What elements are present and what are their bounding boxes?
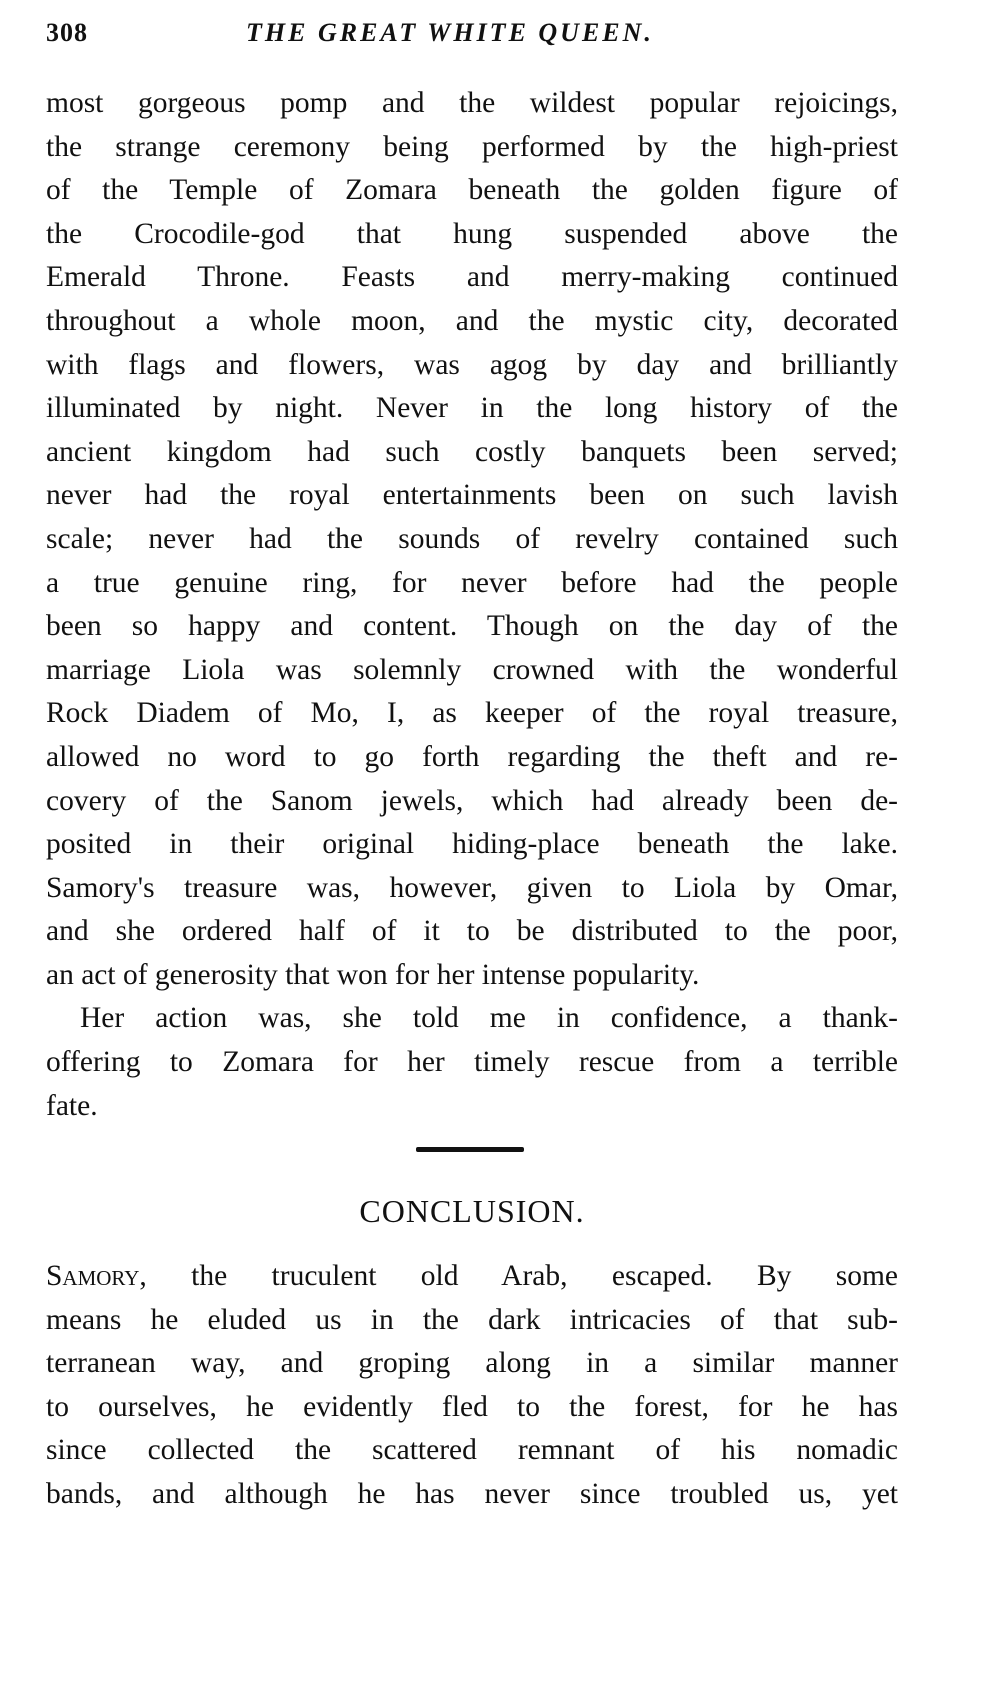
section-divider-rule	[416, 1147, 524, 1152]
text-line: offering to Zomara for her timely rescue from a terrible	[46, 1046, 898, 1079]
running-head	[46, 18, 898, 58]
opening-line-rest: the truculent old Arab, escaped. By some	[146, 1260, 898, 1292]
section-heading: CONCLUSION.	[359, 1193, 585, 1229]
text-line: the Crocodile-god that hung suspended above the	[46, 217, 898, 250]
text-line	[46, 1255, 898, 1299]
text-line: posited in their original hiding-place beneath the lake.	[46, 828, 898, 861]
body-text	[46, 82, 898, 1128]
text-line: a true genuine ring, for never before had the people	[46, 566, 898, 599]
text-line: never had the royal entertainments been on such lavish	[46, 479, 898, 512]
text-line: scale; never had the sounds of revelry contained such	[46, 522, 898, 555]
conclusion-paragraph	[46, 1255, 898, 1517]
running-title: THE GREAT WHITE QUEEN.	[246, 18, 654, 47]
text-line: an act of generosity that won for her intense popularity.	[46, 958, 700, 991]
text-line: means he eluded us in the dark intricacies of that sub-	[46, 1303, 898, 1336]
text-line: Rock Diadem of Mo, I, as keeper of the royal treasure,	[46, 697, 898, 730]
text-line: to ourselves, he evidently fled to the forest, for he has	[46, 1390, 898, 1423]
text-line: been so happy and content. Though on the day of the	[46, 610, 898, 643]
text-line: Samory's treasure was, however, given to Liola by Omar,	[46, 871, 898, 904]
text-line: most gorgeous pomp and the wildest popular rejoicings,	[46, 87, 898, 119]
paragraph-2	[46, 997, 898, 1128]
page-number: 308	[46, 18, 88, 47]
text-line: illuminated by night. Never in the long history of the	[46, 392, 898, 425]
opening-word: Samory,	[46, 1260, 147, 1292]
text-line: throughout a whole moon, and the mystic city, decorated	[46, 304, 898, 337]
text-line: the strange ceremony being performed by the high-priest	[46, 130, 898, 163]
text-line: Her action was, she told me in confidence, a thank-	[80, 1002, 898, 1035]
text-line: terranean way, and groping along in a similar manner	[46, 1347, 898, 1380]
text-line: and she ordered half of it to be distributed to the poor,	[46, 915, 898, 948]
text-line: marriage Liola was solemnly crowned with the wonderful	[46, 653, 898, 686]
paragraph-1	[46, 82, 898, 997]
text-line: bands, and although he has never since troubled us, yet	[46, 1477, 898, 1510]
text-line: ancient kingdom had such costly banquets been served;	[46, 435, 898, 468]
text-line: with flags and flowers, was agog by day and brilliantly	[46, 348, 898, 381]
text-line: covery of the Sanom jewels, which had already been de-	[46, 784, 898, 817]
text-line: since collected the scattered remnant of his nomadic	[46, 1434, 898, 1467]
text-line: of the Temple of Zomara beneath the golden figure of	[46, 174, 898, 207]
text-line: fate.	[46, 1089, 98, 1122]
text-line: allowed no word to go forth regarding the theft and re-	[46, 740, 898, 773]
text-line: Emerald Throne. Feasts and merry-making continued	[46, 261, 898, 294]
